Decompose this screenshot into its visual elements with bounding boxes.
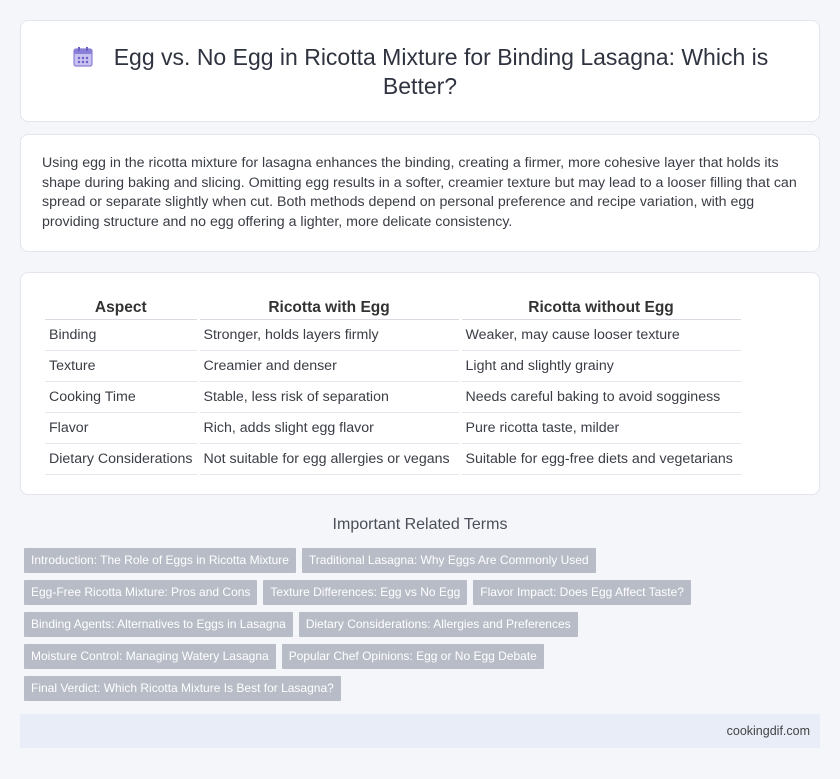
related-term-tag[interactable]: Introduction: The Role of Eggs in Ricotta Mixture [24,548,296,573]
intro-card [20,134,820,252]
related-term-tag[interactable]: Egg-Free Ricotta Mixture: Pros and Cons [24,580,257,605]
table-cell: Creamier and denser [200,351,459,382]
tag-row [24,580,724,612]
table-row [45,413,741,444]
related-terms-list [24,548,724,708]
table-row [45,351,741,382]
title-wrap [61,43,779,101]
related-term-tag[interactable]: Flavor Impact: Does Egg Affect Taste? [473,580,691,605]
footer [20,714,820,748]
table-cell: Weaker, may cause looser texture [462,320,741,351]
related-term-tag[interactable]: Moisture Control: Managing Watery Lasagna [24,644,276,669]
related-term-tag[interactable]: Dietary Considerations: Allergies and Preferences [299,612,578,637]
table-cell: Binding [45,320,197,351]
table-row [45,444,741,475]
column-header: Ricotta with Egg [200,296,459,320]
table-cell: Cooking Time [45,382,197,413]
related-term-tag[interactable]: Popular Chef Opinions: Egg or No Egg Debate [282,644,544,669]
calendar-icon [72,46,94,68]
table-cell: Stronger, holds layers firmly [200,320,459,351]
table-cell: Suitable for egg-free diets and vegetarians [462,444,741,475]
table-cell: Flavor [45,413,197,444]
related-term-tag[interactable]: Traditional Lasagna: Why Eggs Are Commonly Used [302,548,596,573]
table-header-row [45,296,741,320]
table-cell: Not suitable for egg allergies or vegans [200,444,459,475]
comparison-table [42,296,744,475]
column-header: Aspect [45,296,197,320]
table-cell: Rich, adds slight egg flavor [200,413,459,444]
table-cell: Stable, less risk of separation [200,382,459,413]
header-card [20,20,820,122]
tag-row [24,548,724,580]
table-cell: Needs careful baking to avoid sogginess [462,382,741,413]
tag-row [24,644,724,676]
table-cell: Pure ricotta taste, milder [462,413,741,444]
tag-row [24,676,724,708]
table-cell: Texture [45,351,197,382]
related-term-tag[interactable]: Texture Differences: Egg vs No Egg [263,580,467,605]
related-terms-heading: Important Related Terms [332,516,508,533]
table-row [45,382,741,413]
table-row [45,320,741,351]
column-header: Ricotta without Egg [462,296,741,320]
table-cell: Dietary Considerations [45,444,197,475]
intro-text: Using egg in the ricotta mixture for lasagna enhances the binding, creating a firmer, more cohesive layer that holds its shape during baking and slicing. Omitting egg results in a softer, creamier texture but may lead to a looser filling that can spread or separate slightly when cut. Both methods depend on personal preference and recipe variation, with egg providing structure and no egg offering a lighter, more delicate consistency. [42,155,797,230]
comparison-card [20,272,820,495]
tag-row [24,612,724,644]
table-cell: Light and slightly grainy [462,351,741,382]
related-term-tag[interactable]: Final Verdict: Which Ricotta Mixture Is Best for Lasagna? [24,676,341,701]
page-title: Egg vs. No Egg in Ricotta Mixture for Binding Lasagna: Which is Better? [113,44,769,99]
site-credit[interactable]: cookingdif.com [726,724,810,738]
related-term-tag[interactable]: Binding Agents: Alternatives to Eggs in Lasagna [24,612,293,637]
